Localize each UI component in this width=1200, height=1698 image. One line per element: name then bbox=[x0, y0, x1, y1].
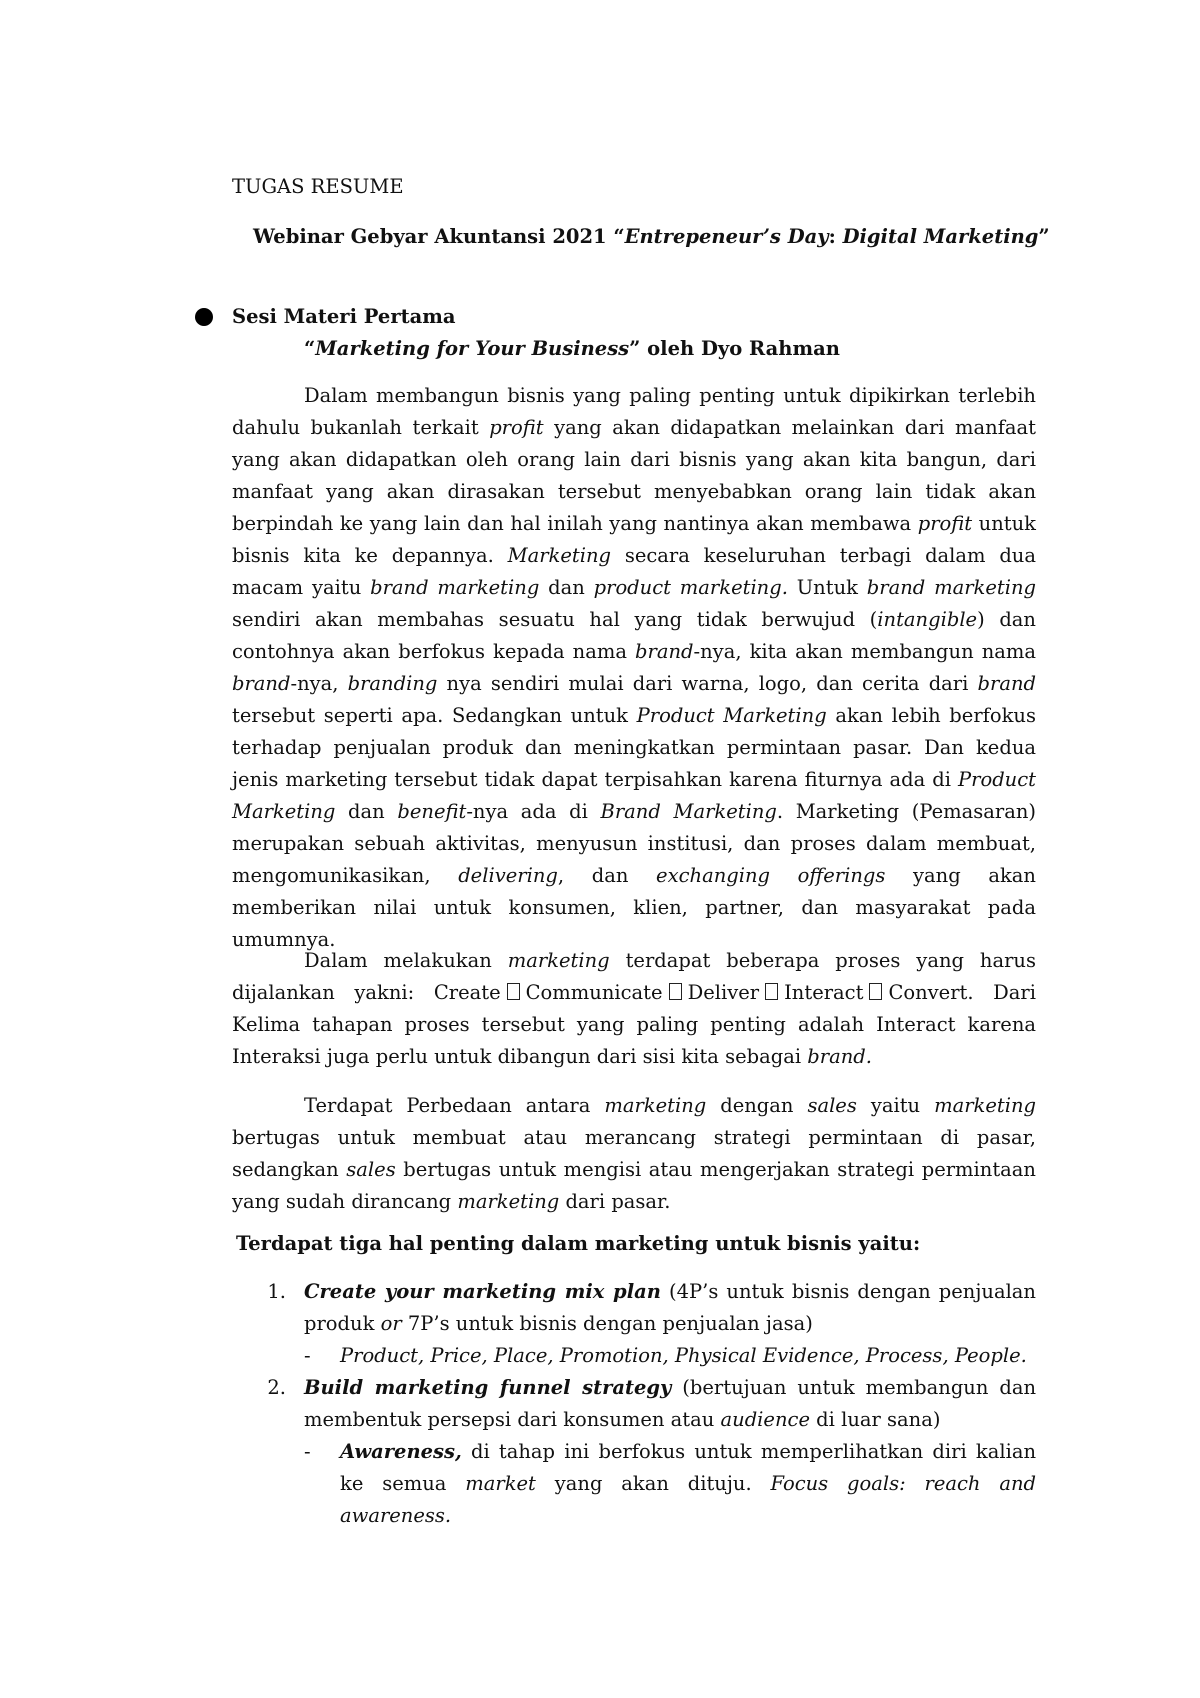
session-title bbox=[304, 337, 840, 360]
arrow-placeholder-icon bbox=[765, 983, 778, 1000]
session-title-italic: Marketing for Your Business bbox=[315, 337, 630, 360]
webinar-title-close: ” bbox=[1038, 225, 1050, 248]
list-dash: - bbox=[304, 1344, 311, 1367]
webinar-title-italic: Entrepeneur’s Day bbox=[624, 225, 829, 248]
list-number: 1. bbox=[267, 1280, 286, 1303]
paragraph-3: Terdapat Perbedaan antara marketing dengan sales yaitu marketing bertugas untuk membuat atau merancang strategi permintaan di pasar, sedangkan sales bertugas untuk mengisi atau mengerjakan strategi permintaan yang sudah dirancang marketing dari pasar. bbox=[232, 1094, 1036, 1213]
paragraph-2: Dalam melakukan marketing terdapat beberapa proses yang harus dijalankan yakni: Create Communicate Deliver Interact Convert. Dari Kelima tahapan proses tersebut yang paling penting adalah Interact karena Interaksi juga perlu untuk dibangun dari sisi kita sebagai brand. bbox=[232, 949, 1036, 1068]
list-item-2-detail: Awareness, di tahap ini berfokus untuk memperlihatkan diri kalian ke semua market yang akan dituju. Focus goals: reach and awareness. bbox=[340, 1440, 1036, 1527]
arrow-placeholder-icon bbox=[869, 983, 882, 1000]
list-item-1: Create your marketing mix plan (4P’s untuk bisnis dengan penjualan produk or 7P’s untuk bisnis dengan penjualan jasa) bbox=[304, 1280, 1036, 1335]
document-title: TUGAS RESUME bbox=[232, 175, 404, 198]
list-dash: - bbox=[304, 1440, 311, 1463]
webinar-title bbox=[253, 225, 1050, 248]
important-points-list bbox=[232, 1276, 1037, 1527]
section-heading: Sesi Materi Pertama bbox=[232, 305, 456, 328]
session-title-speaker: ” oleh Dyo Rahman bbox=[629, 337, 840, 360]
paragraph-1: Dalam membangun bisnis yang paling penting untuk dipikirkan terlebih dahulu bukanlah terkait profit yang akan didapatkan melainkan dari manfaat yang akan didapatkan oleh orang lain dari bisnis yang akan kita bangun, dari manfaat yang akan dirasakan tersebut menyebabkan orang lain tidak akan berpindah ke yang lain dan hal inilah yang nantinya akan membawa profit untuk bisnis kita ke depannya. Marketing secara keseluruhan terbagi dalam dua macam yaitu brand marketing dan product marketing. Untuk brand marketing sendiri akan membahas sesuatu hal yang tidak berwujud (intangible) dan contohnya akan berfokus kepada nama brand-nya, kita akan membangun nama brand-nya, branding nya sendiri mulai dari warna, logo, dan cerita dari brand tersebut seperti apa. Sedangkan untuk Product Marketing akan lebih berfokus terhadap penjualan produk dan meningkatkan permintaan pasar. Dan kedua jenis marketing tersebut tidak dapat terpisahkan karena fiturnya ada di Product Marketing dan benefit-nya ada di Brand Marketing. Marketing (Pemasaran) merupakan sebuah aktivitas, menyusun institusi, dan proses dalam membuat, mengomunikasikan, delivering, dan exchanging offerings yang akan memberikan nilai untuk konsumen, klien, partner, dan masyarakat pada umumnya. bbox=[232, 384, 1037, 951]
list-heading: Terdapat tiga hal penting dalam marketing untuk bisnis yaitu: bbox=[236, 1232, 921, 1255]
webinar-title-colon: : bbox=[828, 225, 843, 248]
list-item-1-detail: Product, Price, Place, Promotion, Physical Evidence, Process, People. bbox=[340, 1344, 1027, 1367]
bullet-dot-icon bbox=[195, 308, 213, 326]
arrow-placeholder-icon bbox=[507, 983, 520, 1000]
list-item-2: Build marketing funnel strategy (bertujuan untuk membangun dan membentuk persepsi dari konsumen atau audience di luar sana) bbox=[304, 1376, 1037, 1431]
session-title-quote: “ bbox=[304, 337, 316, 360]
webinar-title-text: Webinar Gebyar Akuntansi 2021 “ bbox=[253, 225, 625, 248]
list-number: 2. bbox=[267, 1376, 286, 1399]
webinar-title-italic: Digital Marketing bbox=[842, 225, 1039, 248]
arrow-placeholder-icon bbox=[669, 983, 682, 1000]
